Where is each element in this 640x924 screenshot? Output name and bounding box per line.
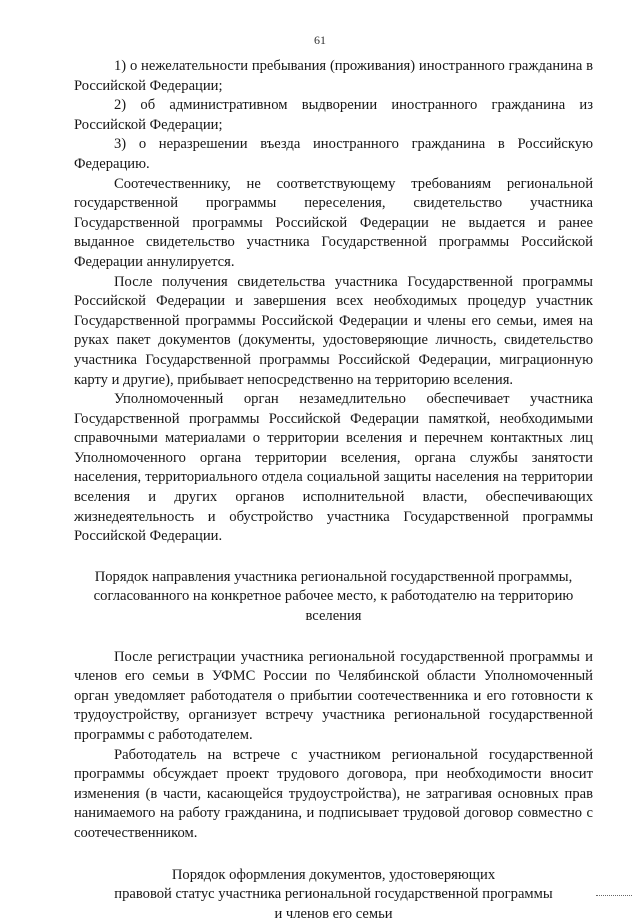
page-number: 61 bbox=[314, 33, 326, 47]
spacer bbox=[74, 844, 593, 866]
paragraph-authority-provision: Уполномоченный орган незамедлительно обеспечивает участника Государственной программы Российской Федерации памяткой, необходимыми справочными материалами о территории вселения и перечнем контактных лиц Уполномоченного органа территории вселения, органа службы занятости населения, территориального отдела социальной защиты населения на территории вселения и других органов исполнительной власти, обеспечивающих жизнедеятельность и обустройство участника Государственной программы Российской Федерации. bbox=[74, 391, 593, 545]
section-heading-line: согласованного на конкретное рабочее место, к работодателю на территорию bbox=[93, 588, 574, 605]
paragraph-item-3: 3) о неразрешении въезда иностранного гражданина в Российскую Федерацию. bbox=[74, 136, 593, 172]
section-heading-line: и членов его семьи bbox=[274, 905, 393, 922]
document-body bbox=[74, 57, 593, 924]
paragraph-registration: После регистрации участника региональной государственной программы и членов его семьи в УФМС России по Челябинской области Уполномоченный орган уведомляет работодателя о прибытии соотечественника и его готовности к трудоустройству, организует встречу участника региональной государственной программы с работодателем. bbox=[74, 648, 593, 743]
paragraph-item-2: 2) об административном выдворении иностранного гражданина из Российской Федерации; bbox=[74, 97, 593, 133]
paragraph-compatriot-certificate: Соотечественнику, не соответствующему требованиям региональной государственной программы переселения, свидетельство участника Государственной программы Российской Федерации не выдается и ранее выданное свидетельство участника Государственной программы Российской Федерации аннулируется. bbox=[74, 175, 593, 270]
paragraph-item-1: 1) о нежелательности пребывания (проживания) иностранного гражданина в Российской Федерации; bbox=[74, 58, 593, 94]
scan-mark bbox=[596, 895, 632, 898]
section-heading-line: Порядок оформления документов, удостоверяющих bbox=[171, 866, 496, 883]
section-heading-line: Порядок направления участника региональной государственной программы, bbox=[94, 568, 573, 585]
section-heading-line: правовой статус участника региональной государственной программы bbox=[114, 886, 553, 903]
paragraph-arrival: После получения свидетельства участника Государственной программы Российской Федерации и завершения всех необходимых процедур участник Государственной программы Российской Федерации и члены его семьи, имея на руках пакет документов (документы, удостоверяющие личность, свидетельство участника Государственной программы Российской Федерации, миграционную карту и другие), прибывает непосредственно на территорию вселения. bbox=[74, 273, 593, 388]
spacer bbox=[74, 627, 593, 648]
paragraph-employer-meeting: Работодатель на встрече с участником региональной государственной программы обсуждает проект трудового договора, при необходимости вносит изменения (в части, касающейся трудоустройства), не затрагивая основных прав нанимаемого на работу гражданина, и подписывает трудовой договор совместно с соотечественником. bbox=[74, 746, 593, 841]
section-heading-line: вселения bbox=[305, 608, 362, 625]
spacer bbox=[74, 547, 593, 568]
